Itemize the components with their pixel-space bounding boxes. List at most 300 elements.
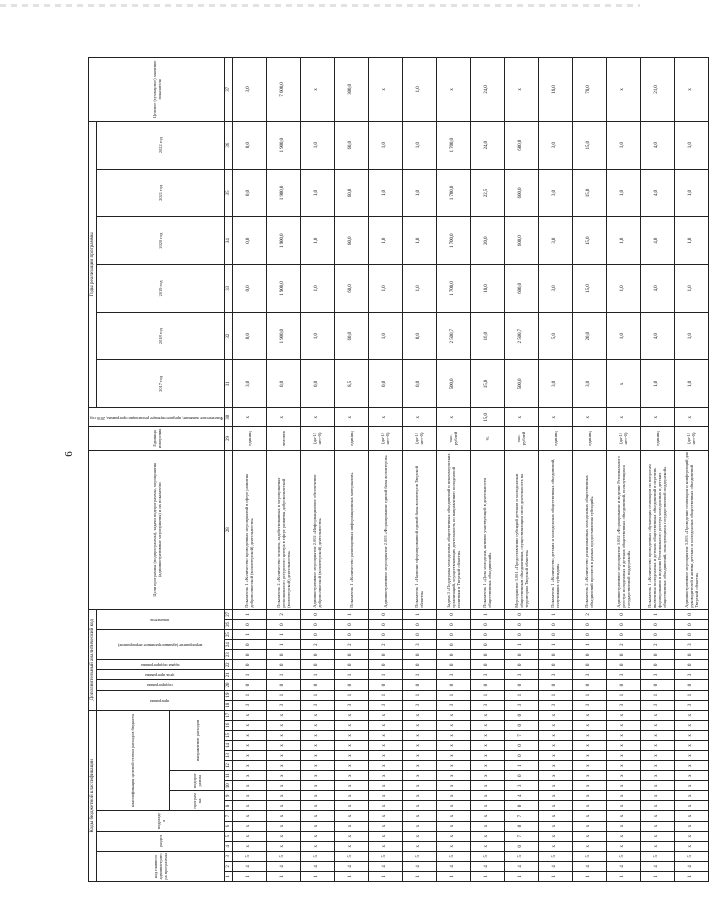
code-cell: 0	[266, 650, 300, 660]
column-number: 17	[225, 710, 233, 720]
code-cell: x	[368, 831, 402, 841]
year-value-cell: 0,0	[300, 360, 334, 408]
code-cell: 1	[640, 690, 674, 700]
column-number: 37	[225, 58, 233, 122]
code-cell: x	[538, 740, 572, 750]
unit-cell: (да-1/нет-0)	[606, 427, 640, 450]
target-cell: 3,0	[232, 58, 266, 122]
year-value-cell: 0,0	[232, 265, 266, 313]
fact-cell: x	[232, 408, 266, 427]
code-cell: 1	[402, 670, 436, 680]
code-cell: x	[368, 740, 402, 750]
code-cell: 0	[436, 630, 470, 640]
year-value-cell: 3,0	[538, 265, 572, 313]
fact-cell: x	[504, 408, 538, 427]
code-cell: 0	[368, 680, 402, 690]
header-fact	[89, 408, 225, 427]
code-cell: x	[266, 821, 300, 831]
code-cell: x	[300, 761, 334, 771]
code-cell: x	[266, 841, 300, 851]
code-cell: 1	[300, 871, 334, 881]
unit-cell: (да-1/нет-0)	[368, 427, 402, 450]
code-cell: x	[300, 720, 334, 730]
code-cell: 5	[470, 851, 504, 861]
code-cell: x	[470, 730, 504, 740]
description-cell: Административное мероприятие 3.003 «Проведение семинаров и конференций для руководителей и актива детских и молодежных общественных объединений Тверской области»	[674, 450, 708, 609]
code-cell: 2	[300, 640, 334, 650]
code-cell: 0	[674, 609, 708, 619]
column-number: 9	[225, 791, 233, 801]
year-value-cell: 1,0	[674, 217, 708, 265]
column-number: 14	[225, 740, 233, 750]
description-cell: Задача 3 «Поддержка молодежных общественных объединений и некоммерческих организаций, осуществляющих деятельность по направлению молодежной политики в Тверской области»	[436, 450, 470, 609]
header-ap-task	[96, 660, 224, 670]
code-cell: x	[640, 710, 674, 720]
table-row	[334, 58, 368, 882]
code-cell: 1	[232, 609, 266, 619]
code-cell: x	[402, 831, 436, 841]
code-cell: x	[232, 841, 266, 851]
unit-cell: (да-1/нет-0)	[300, 427, 334, 450]
code-cell: x	[674, 801, 708, 811]
year-value-cell: 500,0	[436, 360, 470, 408]
code-cell: 4	[470, 861, 504, 871]
header-year-2017: 2017 год	[96, 360, 224, 408]
code-cell: 0	[674, 619, 708, 629]
code-cell: x	[436, 720, 470, 730]
code-cell: x	[368, 781, 402, 791]
year-value-cell: 60,0	[334, 169, 368, 217]
code-cell: x	[334, 740, 368, 750]
code-cell: 4	[402, 861, 436, 871]
description-cell: Административное мероприятие 2.003 «Формирование единой базы волонтеров»	[368, 450, 402, 609]
code-cell: x	[538, 831, 572, 841]
table-row	[538, 58, 572, 882]
code-cell: 1	[232, 690, 266, 700]
code-cell: 1	[334, 609, 368, 619]
code-cell: 4	[504, 791, 538, 801]
year-value-cell: 8,5	[334, 360, 368, 408]
column-number: 19	[225, 690, 233, 700]
code-cell: 0	[538, 630, 572, 640]
header-admin-code: код главного администратора программы	[96, 851, 224, 881]
code-cell: 3	[232, 700, 266, 710]
code-cell: 3	[300, 700, 334, 710]
code-cell: 3	[640, 700, 674, 710]
code-cell: x	[538, 821, 572, 831]
code-cell: 1	[266, 871, 300, 881]
code-cell: x	[266, 761, 300, 771]
code-cell: 0	[504, 801, 538, 811]
column-number: 24	[225, 640, 233, 650]
code-cell: 3	[538, 670, 572, 680]
year-value-cell: 15,0	[572, 121, 606, 169]
code-cell: x	[402, 730, 436, 740]
code-cell: 1	[232, 670, 266, 680]
code-cell: 0	[504, 650, 538, 660]
code-cell: x	[402, 841, 436, 851]
year-value-cell: 1 700,0	[436, 169, 470, 217]
table-row	[606, 58, 640, 882]
code-cell: 0	[368, 630, 402, 640]
code-cell: 0	[300, 609, 334, 619]
code-cell: 0	[640, 680, 674, 690]
code-cell: x	[334, 791, 368, 801]
code-cell: x	[368, 720, 402, 730]
code-cell: 1	[538, 871, 572, 881]
code-cell: x	[538, 761, 572, 771]
code-cell: 4	[232, 861, 266, 871]
year-value-cell: 16,0	[470, 312, 504, 360]
code-cell: 0	[606, 619, 640, 629]
year-value-cell: 1 900,0	[266, 265, 300, 313]
unit-cell: %	[470, 427, 504, 450]
year-value-cell: x	[606, 360, 640, 408]
code-cell: x	[232, 771, 266, 781]
code-cell: x	[470, 811, 504, 821]
code-cell: 1	[402, 871, 436, 881]
header-ap-goal	[96, 670, 224, 680]
code-cell: x	[606, 750, 640, 760]
code-cell: x	[606, 761, 640, 771]
unit-cell: единиц	[334, 427, 368, 450]
header-year-2022: 2022 год	[96, 121, 224, 169]
year-value-cell: 1,0	[674, 312, 708, 360]
code-cell: 3	[572, 670, 606, 680]
code-cell: x	[232, 720, 266, 730]
code-cell: x	[436, 781, 470, 791]
code-cell: 1	[402, 609, 436, 619]
column-number: 16	[225, 720, 233, 730]
code-cell: x	[674, 750, 708, 760]
code-cell: 0	[538, 680, 572, 690]
code-cell: x	[572, 831, 606, 841]
year-value-cell: 60,0	[334, 265, 368, 313]
code-cell: 3	[504, 781, 538, 791]
code-cell: 5	[368, 851, 402, 861]
code-cell: 3	[504, 700, 538, 710]
code-cell: 3	[402, 700, 436, 710]
target-cell: 1,0	[402, 58, 436, 122]
year-value-cell: 1 900,0	[266, 217, 300, 265]
column-number: 12	[225, 761, 233, 771]
description-cell: Показатель 1 «Количество размещенных информационных материалов»	[334, 450, 368, 609]
code-cell: x	[266, 831, 300, 841]
code-cell: x	[674, 831, 708, 841]
description-cell: Показатель 1 «Наличие сформированной единой базы волонтеров Тверской области»	[402, 450, 436, 609]
code-cell: 2	[368, 640, 402, 650]
code-cell: 0	[402, 619, 436, 629]
header-program: программа	[169, 791, 224, 811]
code-cell: x	[674, 781, 708, 791]
code-cell: x	[436, 791, 470, 801]
code-cell: 0	[334, 660, 368, 670]
header-section: раздел	[96, 831, 224, 851]
code-cell: 1	[538, 609, 572, 619]
code-cell: x	[300, 791, 334, 801]
description-cell: Административное мероприятие 2.002 «Информационное обеспечение добровольческой (волонтерской) деятельности»	[300, 450, 334, 609]
code-cell: x	[640, 761, 674, 771]
code-cell: x	[402, 821, 436, 831]
header-target: Целевое (суммарное) значение показателя	[89, 58, 225, 122]
code-cell: x	[572, 811, 606, 821]
unit-cell: (да-1/нет-0)	[402, 427, 436, 450]
header-ap-goal-text: цель программы	[145, 673, 175, 679]
code-cell: 0	[606, 650, 640, 660]
code-cell: 0	[436, 680, 470, 690]
code-cell: x	[334, 831, 368, 841]
budget-table	[88, 57, 709, 882]
code-cell: 1	[266, 670, 300, 680]
code-cell: x	[436, 821, 470, 831]
fact-cell: x	[300, 408, 334, 427]
year-value-cell: 0,0	[232, 121, 266, 169]
code-cell: x	[640, 781, 674, 791]
code-cell: 0	[674, 650, 708, 660]
code-cell: x	[334, 710, 368, 720]
table-row	[640, 58, 674, 882]
column-number: 4	[225, 841, 233, 851]
year-value-cell: 1,0	[402, 121, 436, 169]
code-cell: x	[640, 720, 674, 730]
code-cell: x	[300, 710, 334, 720]
description-cell: Показатель 1 «Количество проведенных мероприятий в сфере развития добровольческой (волонтерской) деятельности»	[232, 450, 266, 609]
code-cell: 3	[606, 670, 640, 680]
header-ap-indicator-text: показатель	[150, 617, 170, 623]
code-cell: 0	[266, 680, 300, 690]
code-cell: x	[300, 771, 334, 781]
code-cell: 0	[504, 720, 538, 730]
column-number: 33	[225, 265, 233, 313]
code-cell: 5	[572, 851, 606, 861]
code-cell: x	[606, 841, 640, 851]
code-cell: x	[538, 750, 572, 760]
year-value-cell: 1,0	[300, 217, 334, 265]
code-cell: 0	[368, 619, 402, 629]
code-cell: 0	[606, 630, 640, 640]
code-cell: 1	[674, 871, 708, 881]
table-row	[232, 58, 266, 882]
code-cell: x	[572, 710, 606, 720]
year-value-cell: 1,0	[300, 265, 334, 313]
code-cell: x	[368, 771, 402, 781]
fact-cell: x	[538, 408, 572, 427]
code-cell: x	[436, 831, 470, 841]
code-cell: 3	[674, 670, 708, 680]
code-cell: x	[572, 771, 606, 781]
header-ap-program	[96, 690, 224, 710]
code-cell: 1	[606, 690, 640, 700]
code-cell: 1	[470, 609, 504, 619]
code-cell: 5	[606, 851, 640, 861]
code-cell: 0	[504, 619, 538, 629]
code-cell: 2	[334, 640, 368, 650]
code-cell: x	[402, 750, 436, 760]
code-cell: x	[232, 811, 266, 821]
unit-cell: единиц	[640, 427, 674, 450]
year-value-cell: 1 900,0	[266, 312, 300, 360]
header-direction: направление расходов	[169, 710, 224, 770]
description-cell: Показатель 1 «Количество детских и молодежных общественных объединений, получивших субсидии»	[538, 450, 572, 609]
code-cell: 3	[470, 670, 504, 680]
year-value-cell: 1,0	[368, 121, 402, 169]
year-value-cell: 1,0	[402, 217, 436, 265]
code-cell: x	[674, 740, 708, 750]
code-cell: 0	[572, 630, 606, 640]
code-cell: x	[674, 811, 708, 821]
code-cell: 1	[334, 690, 368, 700]
code-cell: x	[368, 761, 402, 771]
code-cell: x	[300, 750, 334, 760]
code-cell: 4	[640, 861, 674, 871]
code-cell: 0	[504, 750, 538, 760]
code-cell: 3	[572, 700, 606, 710]
code-cell: x	[470, 740, 504, 750]
unit-cell: тыс. рублей	[504, 427, 538, 450]
header-ap-subprogram-text: подпрограмма	[147, 683, 173, 689]
fact-cell: x	[674, 408, 708, 427]
column-number: 10	[225, 781, 233, 791]
code-cell: 0	[368, 650, 402, 660]
year-value-cell: 1 700,0	[436, 265, 470, 313]
code-cell: 1	[674, 690, 708, 700]
target-cell: 300,0	[334, 58, 368, 122]
code-cell: x	[232, 821, 266, 831]
code-cell: 0	[334, 630, 368, 640]
code-cell: x	[402, 720, 436, 730]
code-cell: 4	[266, 861, 300, 871]
code-cell: x	[538, 771, 572, 781]
column-number: 11	[225, 771, 233, 781]
code-cell: 0	[300, 630, 334, 640]
code-cell: 1	[266, 640, 300, 650]
year-value-cell: 1,0	[300, 121, 334, 169]
code-cell: x	[572, 781, 606, 791]
code-cell: 0	[402, 650, 436, 660]
code-cell: x	[538, 730, 572, 740]
description-cell: Показатель 1 «Доля молодежи, активно участвующей в деятельности общественных объединений»	[470, 450, 504, 609]
header-years: Годы реализации программы	[89, 121, 97, 407]
year-value-cell: 600,0	[504, 169, 538, 217]
year-value-cell: 4,0	[640, 121, 674, 169]
code-cell: 1	[266, 630, 300, 640]
column-number: 22	[225, 660, 233, 670]
year-value-cell: 0,0	[232, 169, 266, 217]
code-cell: x	[470, 750, 504, 760]
code-cell: x	[606, 791, 640, 801]
description-cell: Показатель 1 «Количество проведенных обучающих семинаров по вопросам включения молодежных и детских общественных объединений в перечень формирования и ведения Регионального реестра молодежных и детских общественных объединений, пользующихся государственной поддержкой»	[640, 450, 674, 609]
year-value-cell: 20,0	[470, 217, 504, 265]
code-cell: 0	[640, 630, 674, 640]
year-value-cell: 20,0	[572, 312, 606, 360]
code-cell: 0	[300, 619, 334, 629]
year-value-cell: 3,0	[538, 217, 572, 265]
header-budget-class: Коды бюджетной классификации	[89, 710, 97, 881]
code-cell: 1	[640, 609, 674, 619]
code-cell: 4	[572, 861, 606, 871]
year-value-cell: 24,0	[470, 121, 504, 169]
code-cell: x	[232, 730, 266, 740]
code-cell: x	[402, 710, 436, 720]
target-cell: 18,0	[538, 58, 572, 122]
code-cell: 0	[368, 609, 402, 619]
year-value-cell: 3,0	[232, 360, 266, 408]
year-value-cell: 0,0	[368, 360, 402, 408]
code-cell: x	[572, 841, 606, 851]
unit-cell: единиц	[538, 427, 572, 450]
column-number: 28	[225, 450, 233, 609]
code-cell: 1	[504, 761, 538, 771]
code-cell: x	[572, 791, 606, 801]
code-cell: 3	[674, 640, 708, 650]
column-number: 13	[225, 750, 233, 760]
year-value-cell: 5,0	[538, 312, 572, 360]
table-row	[300, 58, 334, 882]
column-number: 21	[225, 670, 233, 680]
code-cell: x	[606, 831, 640, 841]
code-cell: x	[266, 801, 300, 811]
code-cell: 0	[504, 740, 538, 750]
code-cell: 0	[640, 650, 674, 660]
code-cell: x	[266, 720, 300, 730]
year-value-cell: 0,0	[402, 360, 436, 408]
table-row	[470, 58, 504, 882]
fact-cell: x	[436, 408, 470, 427]
year-value-cell: 1,0	[368, 217, 402, 265]
year-value-cell: 2 500,7	[504, 312, 538, 360]
code-cell: x	[606, 720, 640, 730]
page-number: 6	[62, 451, 75, 457]
code-cell: 0	[470, 619, 504, 629]
code-cell: 1	[504, 690, 538, 700]
code-cell: 0	[470, 630, 504, 640]
code-cell: 0	[572, 650, 606, 660]
code-cell: x	[606, 811, 640, 821]
year-value-cell: 3,0	[538, 121, 572, 169]
code-cell: x	[436, 740, 470, 750]
target-cell: x	[606, 58, 640, 122]
unit-cell: человек	[266, 427, 300, 450]
code-cell: x	[334, 720, 368, 730]
code-cell: 0	[334, 650, 368, 660]
code-cell: x	[436, 761, 470, 771]
code-cell: 3	[606, 700, 640, 710]
code-cell: x	[368, 730, 402, 740]
rotated-table-wrapper	[88, 57, 699, 882]
target-cell: x	[436, 58, 470, 122]
code-cell: x	[232, 740, 266, 750]
column-number: 1	[225, 871, 233, 881]
code-cell: x	[402, 761, 436, 771]
column-number: 5	[225, 831, 233, 841]
year-value-cell: 18,0	[470, 265, 504, 313]
code-cell: 1	[300, 670, 334, 680]
year-value-cell: 60,0	[334, 312, 368, 360]
unit-cell: единиц	[572, 427, 606, 450]
fact-cell: x	[572, 408, 606, 427]
code-cell: x	[538, 801, 572, 811]
code-cell: 0	[232, 680, 266, 690]
code-cell: 0	[504, 609, 538, 619]
code-cell: x	[334, 801, 368, 811]
code-cell: 0	[538, 660, 572, 670]
table-row	[436, 58, 470, 882]
year-value-cell: 1,0	[640, 360, 674, 408]
code-cell: x	[300, 831, 334, 841]
code-cell: x	[640, 791, 674, 801]
code-cell: 5	[640, 851, 674, 861]
target-cell: x	[674, 58, 708, 122]
